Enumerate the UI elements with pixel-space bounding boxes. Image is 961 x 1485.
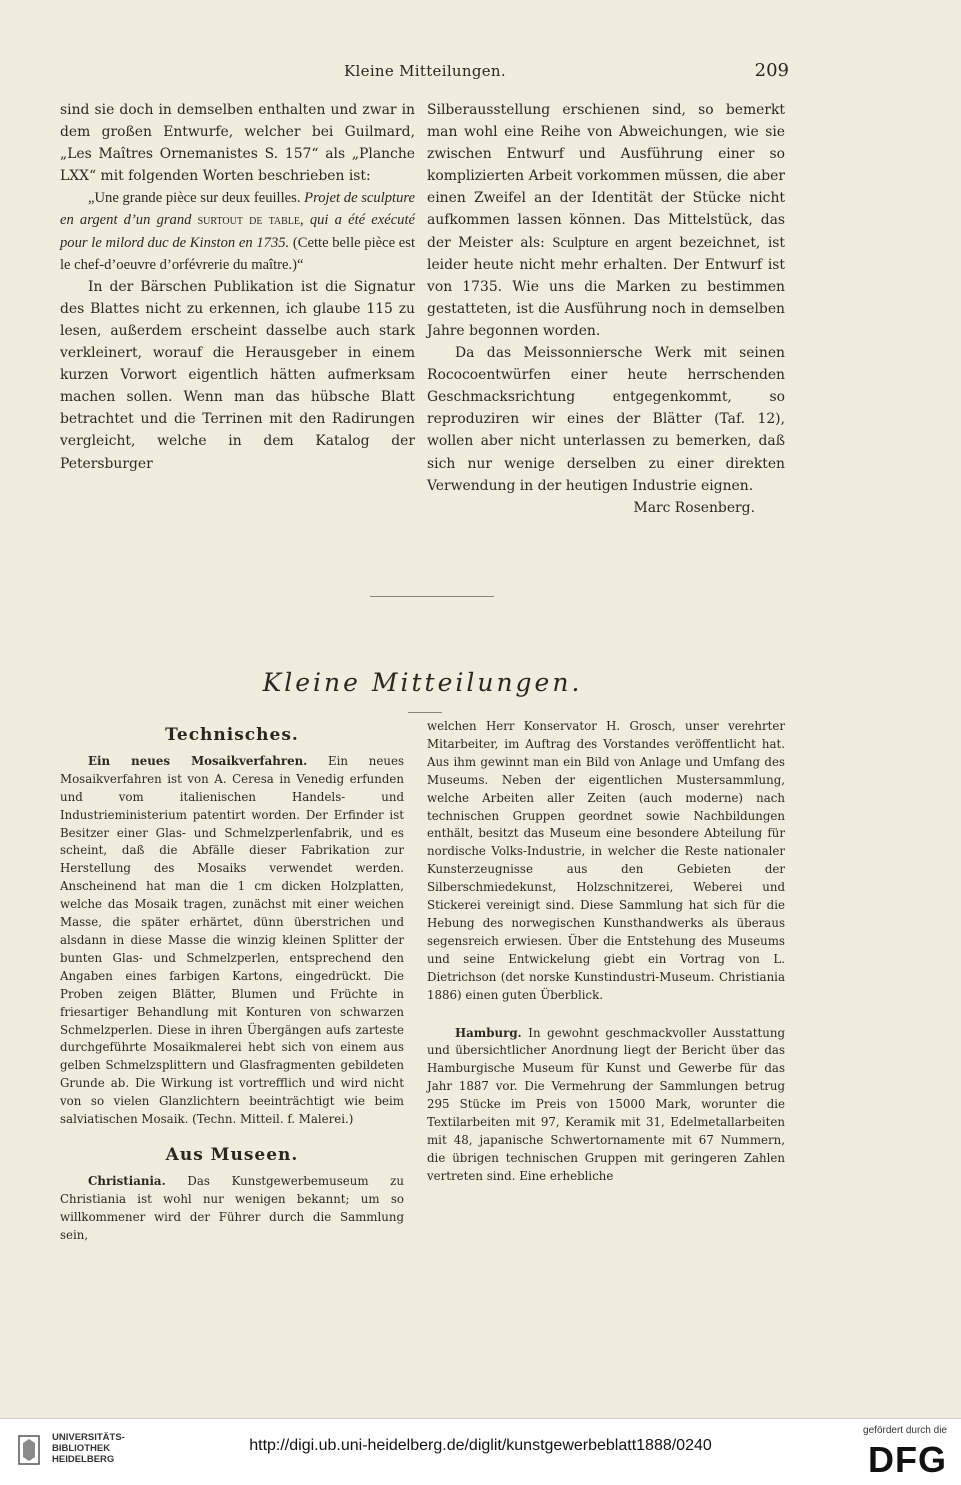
spacer [427, 1005, 785, 1025]
quote-italic: qui a été exécuté pour le milord duc de Kinston en 1735. [60, 212, 415, 251]
running-title: Kleine Mitteilungen. [344, 62, 506, 80]
subsection-heading: Aus Museen. [165, 1144, 299, 1165]
section-title: Kleine Mitteilungen. [262, 668, 583, 697]
news-item [60, 1173, 404, 1245]
news-item [427, 1025, 785, 1186]
news-item-continued: welchen Herr Konservator H. Grosch, unser verehrter Mitarbeiter, im Auftrag des Vorstandes veröffentlicht hat. Aus ihm gewinnt man ein Bild von Anlage und Umfang des Museums. Neben der eigentlichen Mustersammlung, welche Arbeiten aller Zeiten (auch moderne) nach technischen Gruppen geordnet sowie Nachbildungen enthält, besitzt das Museum eine besondere Abteilung für nordische Volks-Industrie, in welcher die Reste nationaler Kunsterzeugnisse aus den Gebieten der Silberschmiedekunst, Holzschnitzerei, Weberei und Stickerei vereinigt sind. Diese Sammlung hat sich für die Hebung des norwegischen Kunsthandwerks als überaus segensreich erwiesen. Über die Entstehung des Museums und seine Entwickelung giebt ein Vortrag von L. Dietrichson (det norske Kunstindustri-Museum. Christiania 1886) einen guten Überblick. [427, 719, 785, 1002]
section-divider [370, 596, 494, 597]
item-text: Das Kunstgewerbemuseum zu Christiania ist wohl nur wenigen bekannt; um so willkommener wird der Führer durch die Sammlung sein, [60, 1173, 404, 1242]
subsection-heading: Technisches. [165, 725, 299, 745]
quote-end: (Cette belle pièce est le chef-d’oeuvre d’orfévrerie du maître.)“ [60, 234, 415, 273]
paragraph: sind sie doch in demselben enthalten und zwar in dem großen Entwurfe, welcher bei Guilmard, „Les Maîtres Ornemanistes S. 157“ als „Planche LXX“ mit folgenden Worten beschrieben ist: [60, 102, 415, 185]
right-column-bottom [427, 718, 785, 1186]
paragraph: In der Bärschen Publikation ist die Signatur des Blattes nicht zu erkennen, ich glaube 115 zu lesen, außerdem erscheint dasselbe auch stark verkleinert, worauf die Herausgeber in einem kurzen Vorwort eigentlich hätten aufmerksam machen sollen. Wenn man das hübsche Blatt betrachtet und die Terrinen mit den Radirungen vergleicht, welche in dem Katalog der Petersburger [60, 278, 415, 472]
left-column-top [60, 99, 415, 475]
right-column-top [427, 99, 785, 519]
permalink-url[interactable]: http://digi.ub.uni-heidelberg.de/diglit/kunstgewerbeblatt1888/0240 [249, 1437, 712, 1454]
quote-start: „Une grande pièce sur deux feuilles. [88, 190, 301, 207]
library-name-line: HEIDELBERG [52, 1454, 115, 1465]
item-source: (Techn. Mitteil. f. Malerei.) [192, 1112, 354, 1127]
dfg-logo: DFG [868, 1439, 947, 1480]
quote-caps: surtout de table, [197, 212, 304, 229]
paragraph-text: Silberausstellung erschienen sind, so bemerkt man wohl eine Reihe von Abweichungen, wie sie zwischen Entwurf und Ausführung einer so komplizierten Arbeit vorkommen müssen, die aber einen Zweifel an der Identität der Stücke nicht aufkommen lassen können. Das Mittelstück, das der Meister als: [427, 102, 785, 251]
item-lead: Ein neues Mosaikverfahren. [88, 753, 308, 768]
item-lead: Christiania. [88, 1173, 166, 1188]
library-name-line: UNIVERSITÄTS- [52, 1432, 125, 1443]
paragraph: Da das Meissonniersche Werk mit seinen Rococoentwürfen einer heute herrschenden Geschmacksrichtung entgegenkommt, so reproduziren wir eines der Blätter (Taf. 12), wollen aber nicht unterlassen zu bemerken, daß sich nur wenige derselben zu einer direkten Verwendung in der heutigen Industrie eignen. [427, 345, 785, 494]
left-column-bottom [60, 727, 404, 1244]
author-signature: Marc Rosenberg. [633, 499, 755, 516]
item-text: Ein neues Mosaikverfahren ist von A. Ceresa in Venedig erfunden und vom italienischen Handels- und Industrieministerium patentirt worden. Der Erfinder ist Besitzer einer Glas- und Schmelzperlenfabrik, und es scheint, daß die Abfälle dieser Fabrikation zur Herstellung des Mosaiks verwendet werden. Anscheinend hat man die 1 cm dicken Holzplatten, welche das Mosaik tragen, zunächst mit einer weichen Masse, die später erhärtet, dünn überstrichen und alsdann in diese Masse die winzig kleinen Splitter der bunten Glas- und Schmelzperlen, entsprechend den Angaben eines farbigen Kartons, eingedrückt. Die Proben zeigen Blätter, Blumen und Früchte in friesartiger Behandlung mit Konturen von schwarzen Schmelzperlen. Diese in ihren Übergängen aufs zarteste durchgeführte Mosaikmalerei hebt sich von einem aus gelben Schmelzsplittern und Glasfragmenten gebildeten Grunde ab. Die Wirkung ist vortrefflich und wird nicht von so vielen Glanzlichtern beeinträchtigt wie beim salviatischen Mosaik. [60, 753, 405, 1127]
french-quote [60, 187, 415, 275]
item-lead: Hamburg. [455, 1025, 522, 1040]
french-term: Sculpture en argent [552, 234, 672, 251]
page-number: 209 [754, 60, 789, 81]
quote-italic: Projet de sculpture en argent d’un grand [60, 190, 415, 229]
funded-by-label: gefördert durch die [863, 1425, 947, 1436]
news-item [60, 753, 404, 1129]
item-text: In gewohnt geschmackvoller Ausstattung und übersichtlicher Anordnung liegt der Bericht über das Hamburgische Museum für Kunst und Gewerbe für das Jahr 1887 vor. Die Vermehrung der Sammlungen betrug 295 Stücke im Preis von 15000 Mark, worunter die Textilarbeiten mit 97, Keramik mit 31, Edelmetallarbeiten mit 48, japanische Schwertornamente mit 67 Nummern, die übrigen technischen Gruppen mit geringeren Zahlen vertreten sind. Eine erhebliche [427, 1025, 786, 1183]
title-rule [408, 712, 442, 713]
viewer-footer [0, 1418, 961, 1485]
paragraph-text: bezeichnet, ist leider heute nicht mehr erhalten. Der Entwurf ist von 1735. Wie uns die Marken zu bestimmen gestatteten, ist die Ausführung noch in demselben Jahre begonnen worden. [427, 234, 786, 339]
paragraph [427, 99, 785, 342]
library-name-line: BIBLIOTHEK [52, 1443, 111, 1454]
